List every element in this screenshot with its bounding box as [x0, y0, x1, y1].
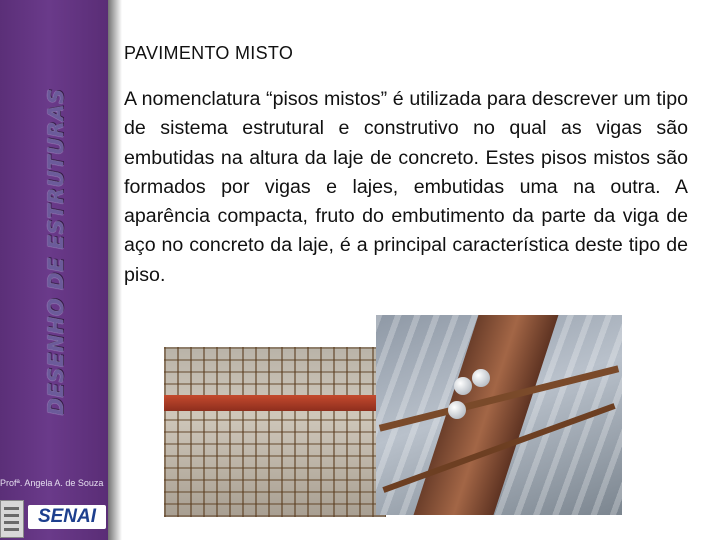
rebar-slab-photo [164, 347, 386, 517]
steel-deck-photo [376, 315, 622, 515]
sidebar-shadow [108, 0, 122, 540]
institution-emblem [0, 500, 24, 538]
bolt-shape [472, 369, 490, 387]
slide-body-text: A nomenclatura “pisos mistos” é utilizada para descrever um tipo de sistema estrutural e construtivo no qual as vigas são embutidas na altura da laje de concreto. Estes pisos mistos são formados por vigas e lajes, embutidas uma na outra. A aparência compacta, fruto do embutimento da parte da viga de aço no concreto da laje, é a principal característica deste tipo de piso. [124, 88, 688, 286]
course-title: DESENHO DE ESTRUTURAS [44, 88, 68, 416]
bolt-shape [454, 377, 472, 395]
steel-beam-shape [164, 395, 386, 411]
professor-name: Profª. Angela A. de Souza [0, 478, 104, 488]
senai-logo: SENAI [28, 505, 106, 529]
bolt-shape [448, 401, 466, 419]
slide-title: PAVIMENTO MISTO [124, 43, 294, 63]
